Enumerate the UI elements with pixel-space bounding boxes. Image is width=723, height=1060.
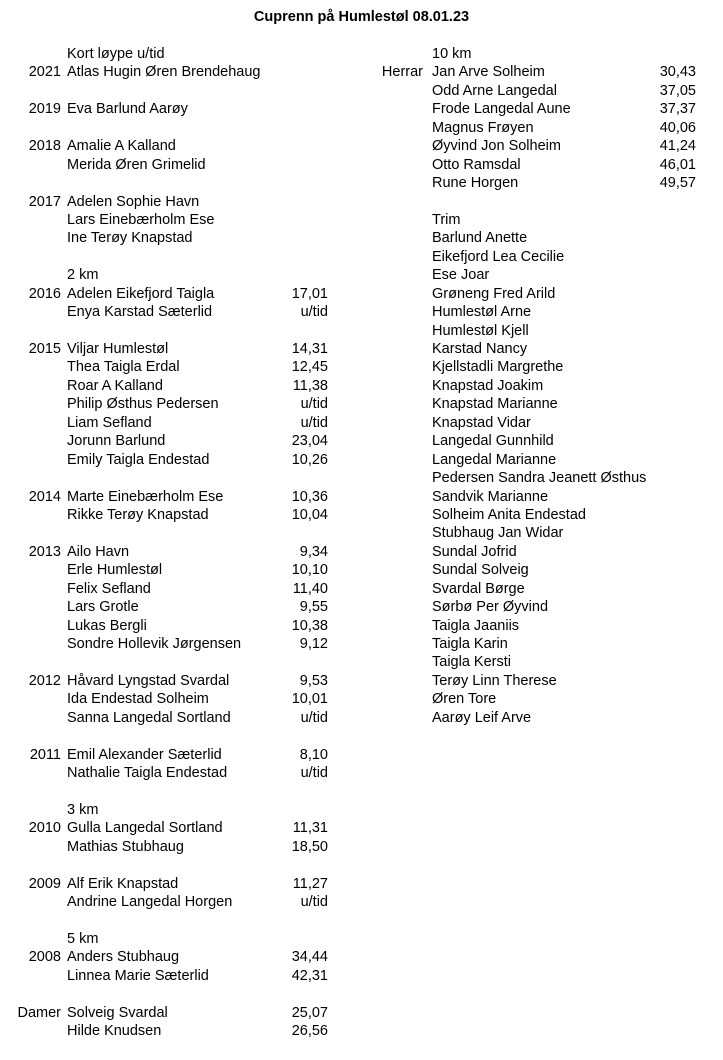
result-row xyxy=(0,838,328,856)
result-row xyxy=(360,340,696,358)
result-time: 9,34 xyxy=(299,543,328,560)
result-time: u/tid xyxy=(300,765,328,782)
participant-name: Langedal Marianne xyxy=(432,451,557,468)
participant-name: Amalie A Kalland xyxy=(67,138,176,155)
result-row xyxy=(360,377,696,395)
result-time: 25,07 xyxy=(291,1004,328,1021)
result-row xyxy=(360,322,696,340)
spacer xyxy=(0,248,328,266)
result-row xyxy=(360,469,696,487)
participant-name: Frode Langedal Aune xyxy=(432,101,571,118)
result-time: u/tid xyxy=(300,414,328,431)
participant-name: Emil Alexander Sæterlid xyxy=(67,746,222,763)
result-row xyxy=(0,156,328,174)
result-row xyxy=(360,248,696,266)
year-label: 2019 xyxy=(28,101,61,118)
spacer xyxy=(0,653,328,671)
result-time: 37,37 xyxy=(659,101,696,118)
participant-name: Eva Barlund Aarøy xyxy=(67,101,188,118)
spacer xyxy=(0,985,328,1003)
participant-name: Otto Ramsdal xyxy=(432,156,521,173)
result-row xyxy=(0,488,328,506)
result-time: 10,26 xyxy=(291,451,328,468)
result-row xyxy=(360,63,696,81)
spacer xyxy=(0,912,328,930)
participant-name: Rune Horgen xyxy=(432,175,519,192)
result-row xyxy=(360,414,696,432)
class-label: Herrar xyxy=(381,64,423,81)
result-time: u/tid xyxy=(300,709,328,726)
result-row xyxy=(360,100,696,118)
result-row xyxy=(360,137,696,155)
result-row xyxy=(0,229,328,247)
participant-name: Atlas Hugin Øren Brendehaug xyxy=(67,64,261,81)
result-row xyxy=(0,635,328,653)
result-row xyxy=(0,948,328,966)
participant-name: Liam Sefland xyxy=(67,414,152,431)
participant-name: Sanna Langedal Sortland xyxy=(67,709,231,726)
participant-name: Adelen Sophie Havn xyxy=(67,193,200,210)
result-time: 11,38 xyxy=(292,377,328,394)
participant-name: Merida Øren Grimelid xyxy=(67,156,206,173)
participant-name: Ese Joar xyxy=(432,267,490,284)
result-row xyxy=(360,653,696,671)
result-time: u/tid xyxy=(300,304,328,321)
result-time: 14,31 xyxy=(291,341,328,357)
participant-name: Jorunn Barlund xyxy=(67,433,166,450)
result-row xyxy=(360,561,696,579)
participant-name: Solveig Svardal xyxy=(67,1004,168,1021)
result-row xyxy=(360,580,696,598)
participant-name: Knapstad Vidar xyxy=(432,414,531,431)
result-row xyxy=(360,156,696,174)
participant-name: Knapstad Joakim xyxy=(432,377,544,394)
year-label: 2011 xyxy=(29,746,61,763)
result-row xyxy=(360,45,696,63)
result-row xyxy=(360,229,696,247)
participant-name: Sørbø Per Øyvind xyxy=(432,599,549,616)
result-row xyxy=(0,432,328,450)
year-label: 2012 xyxy=(28,672,61,689)
result-time: 10,38 xyxy=(291,617,328,634)
result-row xyxy=(360,690,696,708)
result-time: 11,27 xyxy=(292,875,328,892)
year-label: 2013 xyxy=(28,543,61,560)
result-row xyxy=(0,137,328,155)
year-label: 2008 xyxy=(28,949,61,966)
participant-name: Karstad Nancy xyxy=(432,341,528,357)
result-time: 12,45 xyxy=(291,359,328,376)
result-row xyxy=(0,893,328,911)
participant-name: Odd Arne Langedal xyxy=(432,82,557,99)
participant-name: Magnus Frøyen xyxy=(432,119,534,136)
result-time: 10,04 xyxy=(291,506,328,523)
participant-name: Emily Taigla Endestad xyxy=(67,451,210,468)
participant-name: Sandvik Marianne xyxy=(432,488,549,505)
year-label: 2016 xyxy=(28,285,61,302)
result-row xyxy=(360,524,696,542)
participant-name: Aarøy Leif Arve xyxy=(432,709,532,726)
result-row xyxy=(360,543,696,561)
result-row xyxy=(0,506,328,524)
participant-name: Thea Taigla Erdal xyxy=(67,359,180,376)
result-time: 10,10 xyxy=(291,562,328,579)
spacer xyxy=(0,119,328,137)
result-time: 11,40 xyxy=(292,580,328,597)
year-label: 2015 xyxy=(28,341,61,357)
result-time: 37,05 xyxy=(659,82,696,99)
result-row xyxy=(360,174,696,192)
result-row xyxy=(0,193,328,211)
result-row xyxy=(0,617,328,635)
participant-name: Lukas Bergli xyxy=(67,617,147,634)
participant-name: Lars Grotle xyxy=(67,599,139,616)
result-row xyxy=(360,285,696,303)
participant-name: Andrine Langedal Horgen xyxy=(67,894,233,911)
result-time: 8,10 xyxy=(299,746,328,763)
participant-name: Ailo Havn xyxy=(67,543,130,560)
result-time: 10,36 xyxy=(291,488,328,505)
participant-name: Adelen Eikefjord Taigla xyxy=(67,285,215,302)
result-row xyxy=(360,709,696,727)
participant-name: Taigla Karin xyxy=(432,636,508,652)
result-row xyxy=(360,617,696,635)
participant-name: Anders Stubhaug xyxy=(67,949,180,966)
result-row xyxy=(360,635,696,653)
result-row xyxy=(0,930,328,948)
participant-name: Terøy Linn Therese xyxy=(432,672,557,689)
participant-name: Gulla Langedal Sortland xyxy=(67,820,223,837)
spacer xyxy=(0,524,328,542)
participant-name: Linnea Marie Sæterlid xyxy=(67,967,209,984)
result-row xyxy=(0,598,328,616)
participant-name: Ida Endestad Solheim xyxy=(67,691,209,708)
result-row xyxy=(0,672,328,690)
participant-name: Svardal Børge xyxy=(432,580,525,597)
result-row xyxy=(360,211,696,229)
spacer xyxy=(360,193,696,211)
result-time: 34,44 xyxy=(291,949,328,966)
result-row xyxy=(0,395,328,413)
participant-name: Kjellstadli Margrethe xyxy=(432,359,564,376)
participant-name: Øren Tore xyxy=(432,691,497,708)
result-row xyxy=(0,746,328,764)
participant-name: Enya Karstad Sæterlid xyxy=(67,304,213,321)
participant-name: Rikke Terøy Knapstad xyxy=(67,506,209,523)
result-row xyxy=(0,266,328,284)
result-row xyxy=(0,285,328,303)
result-time: 17,01 xyxy=(291,285,328,302)
participant-name: Mathias Stubhaug xyxy=(67,838,184,855)
result-row xyxy=(0,414,328,432)
participant-name: Philip Østhus Pedersen xyxy=(67,396,219,413)
result-row xyxy=(0,580,328,598)
result-time: u/tid xyxy=(300,396,328,413)
result-time: 40,06 xyxy=(659,119,696,136)
result-row xyxy=(0,1004,328,1022)
participant-name: Sondre Hollevik Jørgensen xyxy=(67,636,242,652)
result-row xyxy=(0,377,328,395)
year-label: 2010 xyxy=(28,820,61,837)
page-title: Cuprenn på Humlestøl 08.01.23 xyxy=(253,9,470,25)
participant-name: Stubhaug Jan Widar xyxy=(432,525,564,542)
participant-name: Pedersen Sandra Jeanett Østhus xyxy=(432,470,647,487)
participant-name: Taigla Kersti xyxy=(432,654,511,671)
result-row xyxy=(360,451,696,469)
result-time: 41,24 xyxy=(659,138,696,155)
participant-name: Eikefjord Lea Cecilie xyxy=(432,248,565,265)
result-time: 46,01 xyxy=(659,156,696,173)
result-row xyxy=(0,45,328,63)
participant-name: 2 km xyxy=(67,267,99,284)
result-row xyxy=(0,63,328,81)
spacer xyxy=(0,174,328,192)
participant-name: Viljar Humlestøl xyxy=(67,341,169,357)
result-row xyxy=(360,303,696,321)
result-time: 9,53 xyxy=(299,672,328,689)
result-row xyxy=(0,801,328,819)
result-time: 11,31 xyxy=(292,820,328,837)
spacer xyxy=(0,82,328,100)
result-row xyxy=(0,967,328,985)
result-time: 9,55 xyxy=(299,599,328,616)
year-label: 2009 xyxy=(28,875,61,892)
result-row xyxy=(0,303,328,321)
result-time: 42,31 xyxy=(291,967,328,984)
participant-name: Marte Einebærholm Ese xyxy=(67,488,224,505)
result-row xyxy=(0,451,328,469)
participant-name: Jan Arve Solheim xyxy=(432,64,545,81)
result-row xyxy=(360,432,696,450)
result-row xyxy=(0,561,328,579)
result-row xyxy=(0,764,328,782)
result-time: 23,04 xyxy=(291,433,328,450)
participant-name: Knapstad Marianne xyxy=(432,396,558,413)
result-time: 49,57 xyxy=(659,175,696,192)
result-time: 26,56 xyxy=(291,1023,328,1040)
results-right-column xyxy=(360,45,696,727)
spacer xyxy=(0,469,328,487)
result-row xyxy=(360,598,696,616)
year-label: 2021 xyxy=(28,64,61,81)
participant-name: Humlestøl Kjell xyxy=(432,322,529,339)
result-row xyxy=(0,100,328,118)
result-row xyxy=(0,709,328,727)
participant-name: Ine Terøy Knapstad xyxy=(67,230,193,247)
participant-name: Hilde Knudsen xyxy=(67,1023,162,1040)
participant-name: Nathalie Taigla Endestad xyxy=(67,765,228,782)
participant-name: Felix Sefland xyxy=(67,580,151,597)
participant-name: Kort løype u/tid xyxy=(67,46,165,62)
participant-name: Barlund Anette xyxy=(432,230,528,247)
participant-name: 3 km xyxy=(67,801,99,818)
participant-name: Roar A Kalland xyxy=(67,377,163,394)
result-time: u/tid xyxy=(300,894,328,911)
participant-name: Solheim Anita Endestad xyxy=(432,506,586,523)
participant-name: Øyvind Jon Solheim xyxy=(432,138,561,155)
result-time: 9,12 xyxy=(299,636,328,652)
participant-name: Sundal Solveig xyxy=(432,562,529,579)
participant-name: Grøneng Fred Arild xyxy=(432,285,556,302)
participant-name: Alf Erik Knapstad xyxy=(67,875,179,892)
year-label: 2018 xyxy=(28,138,61,155)
result-row xyxy=(360,395,696,413)
participant-name: Langedal Gunnhild xyxy=(432,433,554,450)
result-row xyxy=(0,211,328,229)
year-label: 2017 xyxy=(28,193,61,210)
result-time: 10,01 xyxy=(291,691,328,708)
result-row xyxy=(360,672,696,690)
spacer xyxy=(0,322,328,340)
result-time: 18,50 xyxy=(291,838,328,855)
spacer xyxy=(0,856,328,874)
year-label: 2014 xyxy=(28,488,61,505)
participant-name: Taigla Jaaniis xyxy=(432,617,520,634)
result-row xyxy=(360,119,696,137)
year-label: Damer xyxy=(17,1004,61,1021)
spacer xyxy=(0,783,328,801)
result-row xyxy=(360,506,696,524)
result-row xyxy=(0,875,328,893)
result-row xyxy=(0,543,328,561)
result-row xyxy=(0,819,328,837)
result-row xyxy=(0,1022,328,1040)
result-row xyxy=(360,266,696,284)
result-time: 30,43 xyxy=(659,64,696,81)
results-left-column xyxy=(0,45,328,1041)
participant-name: Trim xyxy=(432,211,461,228)
result-row xyxy=(360,358,696,376)
result-row xyxy=(0,690,328,708)
result-row xyxy=(0,340,328,358)
participant-name: Sundal Jofrid xyxy=(432,543,517,560)
result-row xyxy=(0,358,328,376)
participant-name: 10 km xyxy=(432,46,472,62)
participant-name: Erle Humlestøl xyxy=(67,562,163,579)
participant-name: Humlestøl Arne xyxy=(432,304,532,321)
participant-name: Lars Einebærholm Ese xyxy=(67,211,215,228)
participant-name: Håvard Lyngstad Svardal xyxy=(67,672,230,689)
result-row xyxy=(360,82,696,100)
result-row xyxy=(360,488,696,506)
spacer xyxy=(0,727,328,745)
participant-name: 5 km xyxy=(67,931,99,947)
